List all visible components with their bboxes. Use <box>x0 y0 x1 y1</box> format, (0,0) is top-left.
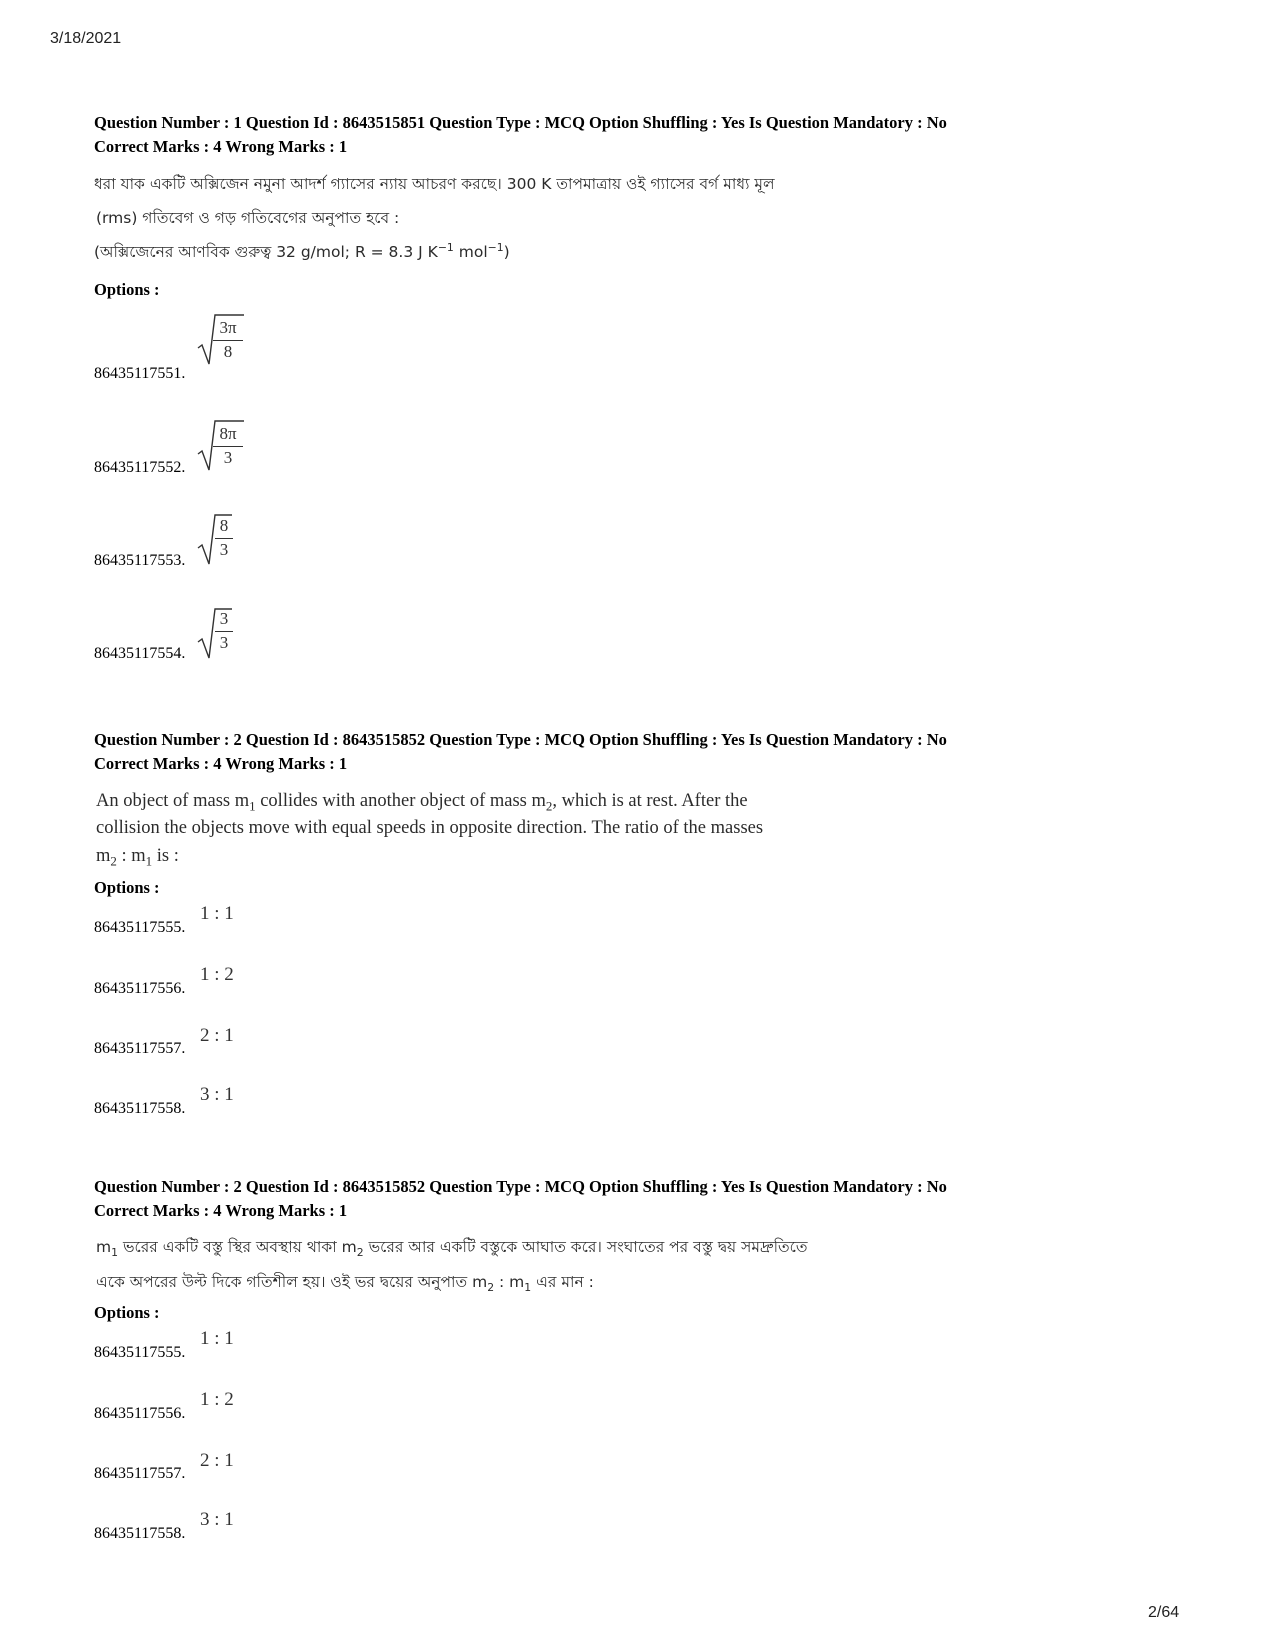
option-id: 86435117556. <box>94 980 186 997</box>
option-value: 3 : 1 <box>200 1084 234 1105</box>
option-id: 86435117558. <box>94 1100 186 1117</box>
option-id: 86435117551. <box>94 365 186 382</box>
fraction-numerator: 3π <box>219 318 237 337</box>
question-text-line-2: একে অপরের উল্ট দিকে গতিশীল হয়। ওই ভর দ্বয়ের অনুপাত $m_2$ : $m_1$ এর মান : <box>96 1273 594 1295</box>
option-value: 1 : 1 <box>200 903 234 924</box>
options-label: Options : <box>94 280 160 299</box>
option-id: 86435117554. <box>94 645 186 662</box>
fraction-numerator: 8 <box>219 516 229 535</box>
question-marks: Correct Marks : 4 Wrong Marks : 1 <box>94 754 348 773</box>
options-label: Options : <box>94 1303 160 1322</box>
question-text-line-3: $m_2$ : $m_1$ is : <box>96 846 179 869</box>
question-text-line-1: ধরা যাক একটি অক্সিজেন নমুনা আদর্শ গ্যাসের ন্যায় আচরণ করছে। 300 K তাপমাত্রায় ওই গ্যাসের বর্গ মাধ্য মূল <box>94 175 775 193</box>
option-value: 1 : 2 <box>200 964 234 985</box>
fraction-bar <box>215 538 233 539</box>
fraction-numerator: 8π <box>219 424 237 443</box>
option-id: 86435117555. <box>94 919 186 936</box>
option-id: 86435117555. <box>94 1344 186 1361</box>
fraction-denominator: 8 <box>223 342 233 361</box>
option-id: 86435117558. <box>94 1525 186 1542</box>
fraction-bar <box>213 446 243 447</box>
fraction-denominator: 3 <box>219 540 229 559</box>
option-value: 2 : 1 <box>200 1450 234 1471</box>
question-text-line-3: (অক্সিজেনের আণবিক গুরুত্ব 32 g/mol; R = 8.3 J $K^{-1}$ mol$^{-1}$) <box>94 240 510 261</box>
option-value: 2 : 1 <box>200 1025 234 1046</box>
fraction-bar <box>215 631 233 632</box>
question-header: Question Number : 2 Question Id : 8643515852 Question Type : MCQ Option Shuffling : Yes Is Question Mandatory : No <box>94 730 947 749</box>
question-text-line-2: (rms) গতিবেগ ও গড় গতিবেগের অনুপাত হবে : <box>96 209 400 227</box>
option-id: 86435117557. <box>94 1040 186 1057</box>
option-id: 86435117553. <box>94 552 186 569</box>
question-marks: Correct Marks : 4 Wrong Marks : 1 <box>94 137 348 156</box>
page-number: 2/64 <box>1148 1604 1180 1621</box>
fraction-denominator: 3 <box>219 633 229 652</box>
print-date: 3/18/2021 <box>50 30 122 47</box>
question-marks: Correct Marks : 4 Wrong Marks : 1 <box>94 1201 348 1220</box>
question-text-line-1: $m_1$ ভরের একটি বস্তু স্থির অবস্থায় থাকা $m_2$ ভরের আর একটি বস্তুকে আঘাত করে। সংঘাতের পর বস্তু দ্বয় সমদ্রুতিতে <box>96 1238 808 1260</box>
question-text-line-1: An object of mass $m_1$ collides with another object of mass $m_2$, which is at rest. After the <box>96 791 748 814</box>
option-value: 1 : 1 <box>200 1328 234 1349</box>
fraction-bar <box>213 340 243 341</box>
option-id: 86435117556. <box>94 1405 186 1422</box>
options-label: Options : <box>94 878 160 897</box>
option-value: 3 : 1 <box>200 1509 234 1530</box>
question-header: Question Number : 1 Question Id : 8643515851 Question Type : MCQ Option Shuffling : Yes Is Question Mandatory : No <box>94 113 947 132</box>
fraction-denominator: 3 <box>223 448 233 467</box>
option-value: 1 : 2 <box>200 1389 234 1410</box>
fraction-numerator: 3 <box>219 609 229 628</box>
option-id: 86435117557. <box>94 1465 186 1482</box>
question-text-line-2: collision the objects move with equal speeds in opposite direction. The ratio of the masses <box>96 818 764 838</box>
option-id: 86435117552. <box>94 459 186 476</box>
question-header: Question Number : 2 Question Id : 8643515852 Question Type : MCQ Option Shuffling : Yes Is Question Mandatory : No <box>94 1177 947 1196</box>
